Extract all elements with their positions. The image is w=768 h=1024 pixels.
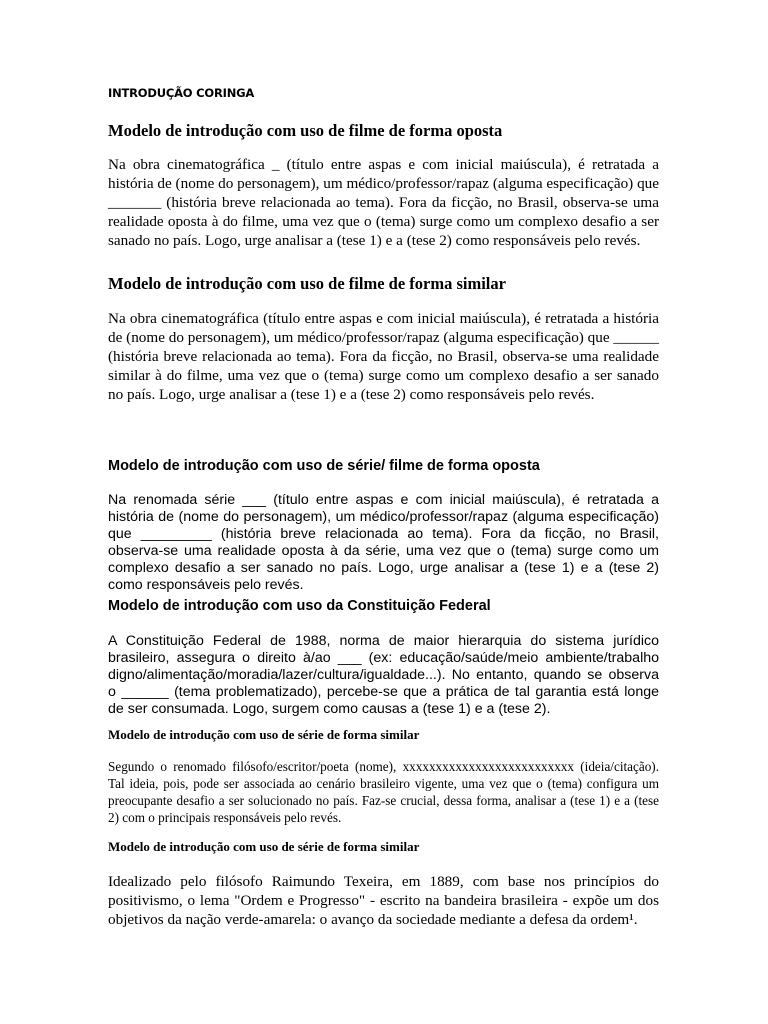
section-title-serie-similar-1: Modelo de introdução com uso de série de forma similar (108, 727, 420, 742)
section-title-serie-similar-2: Modelo de introdução com uso de série de forma similar (108, 839, 420, 854)
section-body-serie-similar-1: Segundo o renomado filósofo/escritor/poeta (nome), xxxxxxxxxxxxxxxxxxxxxxxxxx (ideia/citação). Tal ideia, pois, pode ser associada ao cenário brasileiro vigente, uma vez que o (tema) configura um preocupante desafio a ser solucionado no país. Faz-se crucial, dessa forma, analisar a (tese 1) e a (tese 2) com o principais responsáveis pelo revés. (108, 759, 659, 825)
section-body-serie-similar-2: Idealizado pelo filósofo Raimundo Texeira, em 1889, com base nos princípios do positivismo, o lema "Ordem e Progresso" - escrito na bandeira brasileira - expõe um dos objetivos da nação verde-amarela: o avanço da sociedade mediante a defesa da ordem¹. (108, 873, 659, 928)
section-body-filme-similar: Na obra cinematográfica (título entre aspas e com inicial maiúscula), é retratada a história de (nome do personagem), um médico/professor/rapaz (alguma especificação) que ______ (história breve relacionada ao tema). Fora da ficção, no Brasil, observa-se uma realidade similar à do filme, uma vez que o (tema) surge como um complexo desafio a ser sanado no país. Logo, urge analisar a (tese 1) e a (tese 2) como responsáveis pelo revés. (108, 310, 659, 403)
document-heading: INTRODUÇÃO CORINGA (108, 86, 255, 100)
section-body-constituicao: A Constituição Federal de 1988, norma de maior hierarquia do sistema jurídico brasileiro, assegura o direito à/ao ___ (ex: educação/saúde/meio ambiente/trabalho digno/alimentação/moradia/lazer/cultura/igualdade...). No entanto, quando se observa o ______ (tema problematizado), percebe-se que a prática de tal garantia está longe de ser consumada. Logo, surgem como causas a (tese 1) e a (tese 2). (108, 633, 659, 717)
section-title-filme-oposta: Modelo de introdução com uso de filme de forma oposta (108, 121, 503, 140)
section-body-serie-oposta: Na renomada série ___ (título entre aspas e com inicial maiúscula), é retratada a história de (nome do personagem), um médico/professor/rapaz (alguma especificação) que _________ (história breve relacionada ao tema). Fora da ficção, no Brasil, observa-se uma realidade oposta à da série, uma vez que o (tema) surge como um complexo desafio a ser sanado no país. Logo, urge analisar a (tese 1) e a (tese 2) como responsáveis pelo revés. (108, 492, 659, 593)
section-title-serie-oposta: Modelo de introdução com uso de série/ filme de forma oposta (108, 458, 540, 474)
section-title-constituicao: Modelo de introdução com uso da Constituição Federal (108, 598, 491, 614)
section-body-filme-oposta: Na obra cinematográfica _ (título entre aspas e com inicial maiúscula), é retratada a história de (nome do personagem), um médico/professor/rapaz (alguma especificação) que _______ (história breve relacionada ao tema). Fora da ficção, no Brasil, observa-se uma realidade oposta à do filme, uma vez que o (tema) surge como um complexo desafio a ser sanado no país. Logo, urge analisar a (tese 1) e a (tese 2) como responsáveis pelo revés. (108, 156, 659, 249)
section-title-filme-similar: Modelo de introdução com uso de filme de forma similar (108, 274, 506, 293)
